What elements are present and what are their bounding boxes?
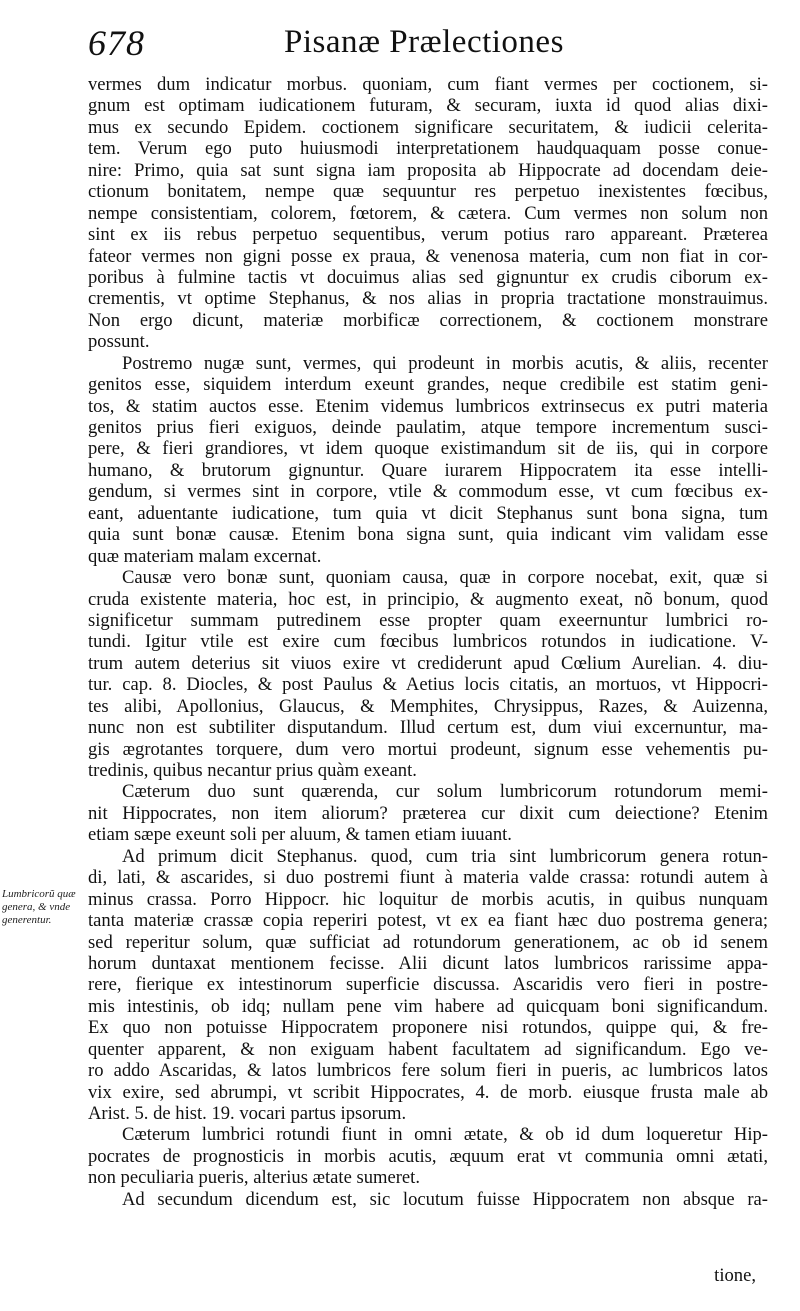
text-line: tur. cap. 8. Diocles, & post Paulus & Aetius locis citatis, an mortuos, vt Hippocri- [88,674,768,696]
text-line: mis intestinis, ob idq; nullam pene vim habere ad quicquam boni significandum. [88,995,768,1017]
text-line: nit Hippocrates, non item aliorum? præterea cur dixit cum deiectione? Etenim [88,802,768,824]
page-header [88,20,748,68]
text-line: tem. Verum ego puto huiusmodi interpretationem haudquaquam posse conue- [88,138,768,160]
text-line: sint ex iis rebus perpetuo sequentibus, verum potius raro appareant. Præterea [88,224,768,246]
text-line: quenter apparent, & non exiguam habent facultatem ad significandum. Ego ve- [88,1038,768,1060]
text-line: Cæterum duo sunt quærenda, cur solum lumbricorum rotundorum memi- [122,781,768,803]
text-line: vermes dum indicatur morbus. quoniam, cum fiant vermes per coctionem, si- [88,74,768,95]
text-line: gnum est optimam iudicationem futuram, & securam, iuxta id quod alias dixi- [88,95,768,117]
text-line: nunc non est subtiliter disputandum. Illud certum est, dum viui excernuntur, ma- [88,717,768,739]
text-line: genitos prius fieri exiguos, deinde paulatim, atque tempore incrementum susci- [88,417,768,438]
text-line: tanta materiæ crassæ copia reperiri potest, vt ex ea fiant hæc duo postrema genera; [88,910,768,932]
text-line: ro addo Ascaridas, & latos lumbricos fere solum fieri in pueris, ac lumbricos latos [88,1060,768,1082]
body-text [88,74,768,1210]
text-line: pere, & fieri grandiores, vt idem quoque existimandum sit de iis, qui in corpore [88,438,768,460]
text-line: Non ergo dicunt, materiæ morbificæ correctionem, & coctionem monstrare [88,309,768,331]
text-line: Postremo nugæ sunt, vermes, qui prodeunt in morbis acutis, & aliis, recenter [122,352,768,374]
text-line: vix exire, sed abrumpi, vt scribit Hippocrates, 4. de morb. eiusque frusta male ab [88,1081,768,1103]
text-line: tundi. Igitur vtile est exire cum fœcibus lumbricos rotundos in iudicatione. V- [88,631,768,653]
text-line: gendum, si vermes sint in corpore, vtile & commodum esse, vt cum fœcibus ex- [88,481,768,503]
text-line: etiam sæpe exeunt soli per aluum, & tamen etiam iuuant. [88,824,512,846]
running-title: Pisanæ Prælectiones [284,24,564,60]
text-line: tos, & statim auctos esse. Etenim videmus lumbricos extrinsecus ex putri materia [88,395,768,417]
text-line: rere, fierique ex intestinorum superficie discussa. Ascaridis vero fieri in postre- [88,974,768,996]
text-line: nempe consistentiam, colorem, fœtorem, & cætera. Cum vermes non solum non [88,202,768,224]
text-line: possunt. [88,331,150,353]
text-line: Ex quo non potuisse Hippocratem proponere nisi rotundos, quippe qui, & fre- [88,1017,768,1039]
text-line: fateor vermes non gigni posse ex praua, & venenosa materia, cum non fiat in cor- [88,245,768,267]
text-line: di, lati, & ascarides, si duo postremi fiunt à materia valde crassa: rotundi autem à [88,867,768,889]
text-line: trum autem deterius sit viuos exire vt crediderunt apud Cœlium Aurelian. 4. diu- [88,652,768,674]
text-line: poribus à fulmine tactis vt docuimus alias sed gignuntur ex crudis ciborum ex- [88,266,768,288]
text-line: Causæ vero bonæ sunt, quoniam causa, quæ in corpore nocebat, exit, quæ si [122,567,768,589]
text-line: gis ægrotantes torquere, dum vero mortui prodeunt, signum esse vehementis pu- [88,738,768,760]
text-line: significetur summam putredinem esse propter quam exeernuntur lumbrici ro- [88,609,768,631]
text-line: humano, & brutorum gignuntur. Quare iurarem Hippocratem ita esse intelli- [88,459,768,481]
text-line: tredinis, quibus necantur prius quàm exeant. [88,760,417,781]
text-line: quia sunt bonæ causæ. Etenim bona signa sunt, quia indicant vim validam esse [88,524,768,546]
text-line: pocrates de prognosticis in morbis acutis, æquum erat vt communia omni ætati, [88,1145,768,1167]
text-line: non peculiaria pueris, alterius ætate sumeret. [88,1167,420,1189]
page-number: 678 [88,23,145,63]
margin-note: Lumbricorũ quæ genera, & vnde generentur. [2,888,76,926]
text-line: Arist. 5. de hist. 19. vocari partus ipsorum. [88,1103,407,1124]
text-line: nire: Primo, quia sat sunt signa iam proposita ab Hippocrate ad docendam deie- [88,159,768,181]
text-line: Cæterum lumbrici rotundi fiunt in omni ætate, & ob id dum loqueretur Hip- [122,1124,768,1146]
catchword: tione, [714,1265,756,1286]
text-line: mus ex secundo Epidem. coctionem significare securitatem, & iudicii celerita- [88,116,768,138]
text-line: crementis, vt optime Stephanus, & nos alias in propria tractatione monstrauimus. [88,288,768,310]
text-line: genitos esse, siquidem interdum exeunt grandes, neque credibile est statim geni- [88,374,768,396]
text-line: eant, aduentante iudicatione, tum quia vt dicit Stephanus sunt bona signa, tum [88,502,768,524]
text-line: minus crassa. Porro Hippocr. hic loquitur de morbis acutis, in quibus nunquam [88,888,768,910]
text-line: sed reperitur solum, quæ sufficiat ad rotundorum generationem, ac ob id senem [88,931,768,953]
text-line: ctionum bonitatem, nempe quæ sequuntur res perpetuo inexistentes fœcibus, [88,181,768,203]
text-line: cruda existente materia, hoc est, in principio, & augmento exeat, nõ bonum, quod [88,588,768,610]
text-line: Ad primum dicit Stephanus. quod, cum tria sint lumbricorum genera rotun- [122,845,768,867]
text-line: horum duntaxat mentionem fecisse. Alii dicunt latos lumbricos rarissime appa- [88,952,768,974]
text-line: tes alibi, Apollonius, Glaucus, & Memphites, Chrysippus, Razes, & Auizenna, [88,695,768,717]
text-line: Ad secundum dicendum est, sic locutum fuisse Hippocratem non absque ra- [122,1188,768,1210]
text-line: quæ materiam malam excernat. [88,545,322,567]
